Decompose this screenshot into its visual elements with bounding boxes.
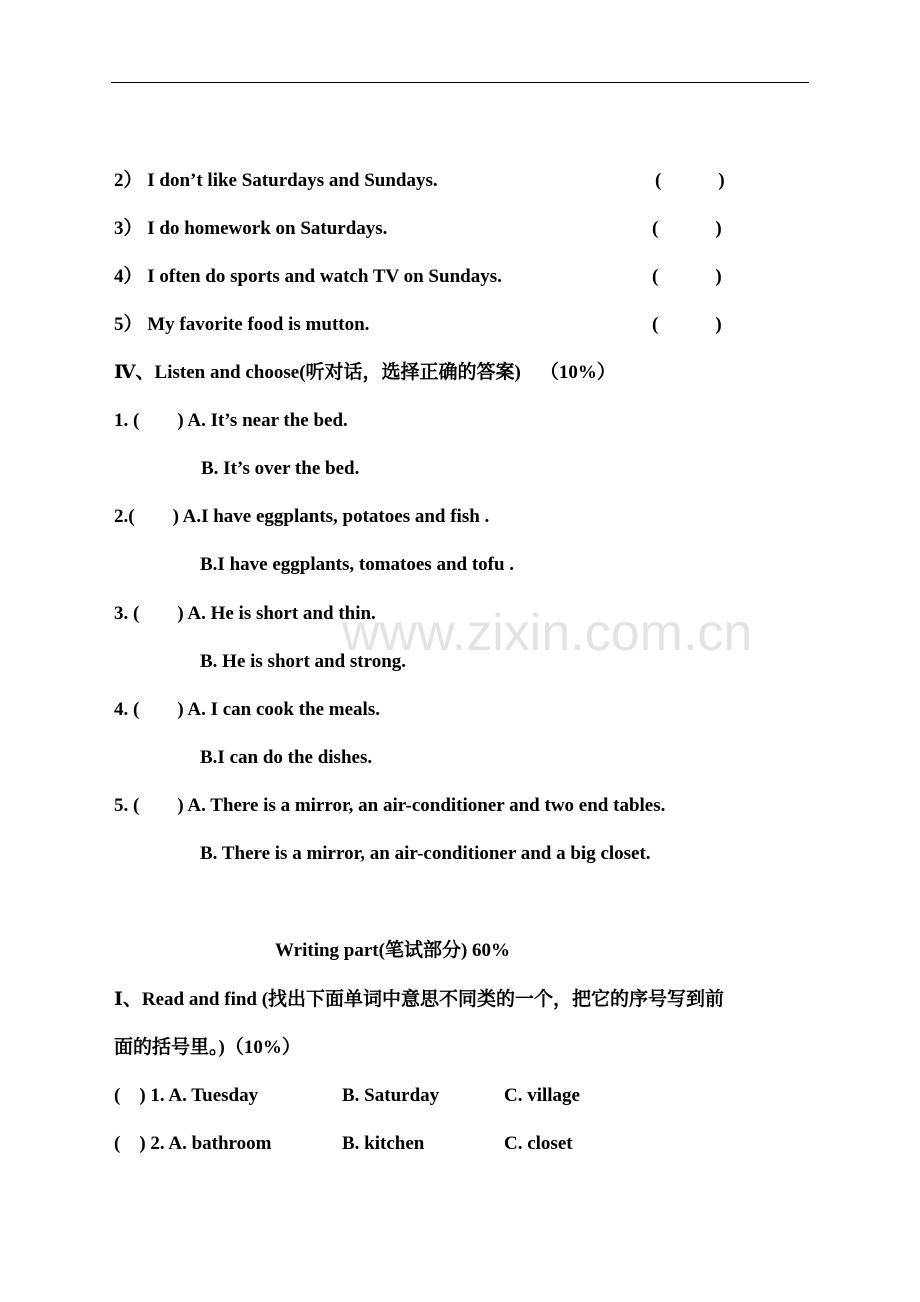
listen-item-1-b: B. It’s over the bed. [201, 458, 360, 479]
listen-item-1-a: 1. ( ) A. It’s near the bed. [114, 410, 348, 431]
section-1-instruction-line-1: Ⅰ、Read and find (找出下面单词中意思不同类的一个，把它的序号写到前 [114, 989, 725, 1010]
listen-item-5-b: B. There is a mirror, an air-conditioner and a big closet. [200, 843, 651, 864]
listen-item-4-a: 4. ( ) A. I can cook the meals. [114, 699, 380, 720]
listen-item-2-b: B.I have eggplants, tomatoes and tofu . [200, 554, 515, 575]
word-item-2-c: C. closet [504, 1133, 573, 1154]
watermark: www.zixin.com.cn [342, 604, 753, 662]
section-1-instruction-line-2: 面的括号里。)（10%） [114, 1037, 301, 1058]
answer-paren-5[interactable]: ( ) [652, 314, 722, 335]
judge-item-5: 5） My favorite food is mutton. [114, 314, 370, 335]
word-item-2-b: B. kitchen [342, 1133, 425, 1154]
answer-paren-3[interactable]: ( ) [652, 218, 722, 239]
word-item-1-a: ( ) 1. A. Tuesday [114, 1085, 259, 1106]
judge-item-4: 4） I often do sports and watch TV on Sundays. [114, 266, 502, 287]
word-item-1-c: C. village [504, 1085, 580, 1106]
answer-paren-4[interactable]: ( ) [652, 266, 722, 287]
answer-paren-2[interactable]: ( ) [655, 170, 725, 191]
judge-item-3: 3） I do homework on Saturdays. [114, 218, 388, 239]
writing-part-title: Writing part(笔试部分) 60% [275, 940, 511, 961]
listen-item-5-a: 5. ( ) A. There is a mirror, an air-conditioner and two end tables. [114, 795, 666, 816]
listen-item-2-a: 2.( ) A.I have eggplants, potatoes and fish . [114, 506, 490, 527]
judge-item-2: 2） I don’t like Saturdays and Sundays. [114, 170, 438, 191]
listen-item-3-a: 3. ( ) A. He is short and thin. [114, 603, 376, 624]
header-rule [111, 82, 809, 83]
word-item-1-b: B. Saturday [342, 1085, 440, 1106]
listen-item-4-b: B.I can do the dishes. [200, 747, 373, 768]
word-item-2-a: ( ) 2. A. bathroom [114, 1133, 272, 1154]
listen-item-3-b: B. He is short and strong. [200, 651, 407, 672]
section-4-title: Ⅳ、Listen and choose(听对话，选择正确的答案) （10%） [114, 362, 616, 383]
